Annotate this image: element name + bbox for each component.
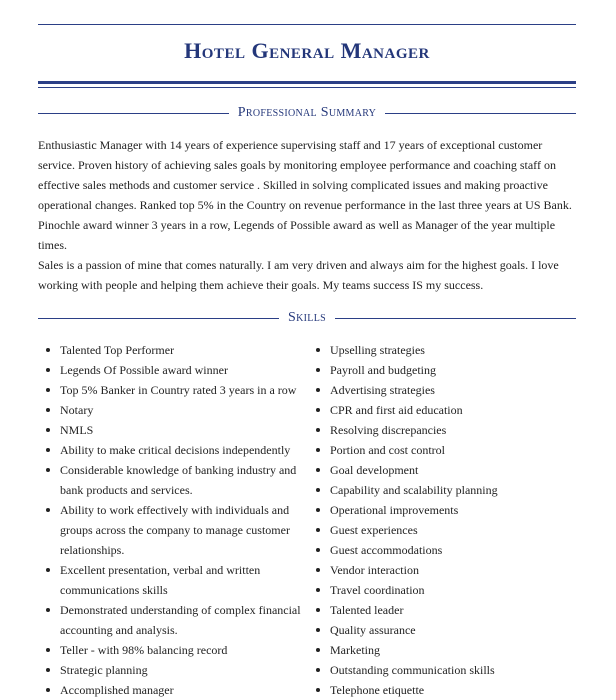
- top-rule: [38, 24, 576, 25]
- header-rule-thick: [38, 81, 576, 84]
- skill-item: Vendor interaction: [308, 560, 578, 580]
- skill-item: Talented Top Performer: [38, 340, 308, 360]
- skill-item: Portion and cost control: [308, 440, 578, 460]
- skill-item: Upselling strategies: [308, 340, 578, 360]
- summary-heading-rule-right: [385, 113, 576, 114]
- skill-item: Demonstrated understanding of complex financial accounting and analysis.: [38, 600, 308, 640]
- skills-heading-rule-left: [38, 318, 279, 319]
- summary-paragraph: Sales is a passion of mine that comes naturally. I am very driven and always aim for the highest goals. I love working with people and helping them achieve their goals. My teams success IS my success.: [38, 258, 559, 292]
- skill-item: Teller - with 98% balancing record: [38, 640, 308, 660]
- skill-item: Goal development: [308, 460, 578, 480]
- skill-item: Operational improvements: [308, 500, 578, 520]
- summary-heading-title: Professional Summary: [237, 105, 377, 120]
- summary-heading: [38, 104, 576, 122]
- skill-item: Talented leader: [308, 600, 578, 620]
- candidate-name: Hotel General Manager: [184, 38, 430, 63]
- skill-item: Travel coordination: [308, 580, 578, 600]
- skill-item: Outstanding communication skills: [308, 660, 578, 680]
- header-rule-thin: [38, 87, 576, 88]
- skill-item: Guest accommodations: [308, 540, 578, 560]
- summary-text: [38, 135, 578, 295]
- summary-paragraph: Enthusiastic Manager with 14 years of experience supervising staff and 17 years of exceptional customer service. Proven history of achieving sales goals by monitoring employee performance and coaching staff on effective sales methods and customer service . Skilled in solving complicated issues and making proactive operational changes. Ranked top 5% in the Country on revenue performance in the last three years at US Bank. Pinochle award winner 3 years in a row, Legends of Possible award as well as Manager of the year multiple times.: [38, 138, 572, 252]
- skills-list-left: [38, 340, 308, 700]
- skill-item: Top 5% Banker in Country rated 3 years in a row: [38, 380, 308, 400]
- skill-item: Considerable knowledge of banking industry and bank products and services.: [38, 460, 308, 500]
- summary-heading-rule-left: [38, 113, 229, 114]
- skill-item: Ability to work effectively with individuals and groups across the company to manage customer relationships.: [38, 500, 308, 560]
- skill-item: Marketing: [308, 640, 578, 660]
- skill-item: Accomplished manager: [38, 680, 308, 700]
- skill-item: Notary: [38, 400, 308, 420]
- skill-item: Legends Of Possible award winner: [38, 360, 308, 380]
- skill-item: Guest experiences: [308, 520, 578, 540]
- skill-item: Payroll and budgeting: [308, 360, 578, 380]
- skill-item: Strategic planning: [38, 660, 308, 680]
- skill-item: Telephone etiquette: [308, 680, 578, 700]
- skill-item: Quality assurance: [308, 620, 578, 640]
- skills-heading: [38, 309, 576, 327]
- skill-item: Advertising strategies: [308, 380, 578, 400]
- skill-item: Ability to make critical decisions independently: [38, 440, 308, 460]
- skill-item: Resolving discrepancies: [308, 420, 578, 440]
- skill-item: Excellent presentation, verbal and written communications skills: [38, 560, 308, 600]
- skills-heading-rule-right: [335, 318, 576, 319]
- skills-heading-title: Skills: [288, 310, 326, 325]
- skill-item: Capability and scalability planning: [308, 480, 578, 500]
- skill-item: NMLS: [38, 420, 308, 440]
- skills-list-right: [308, 340, 578, 700]
- skill-item: CPR and first aid education: [308, 400, 578, 420]
